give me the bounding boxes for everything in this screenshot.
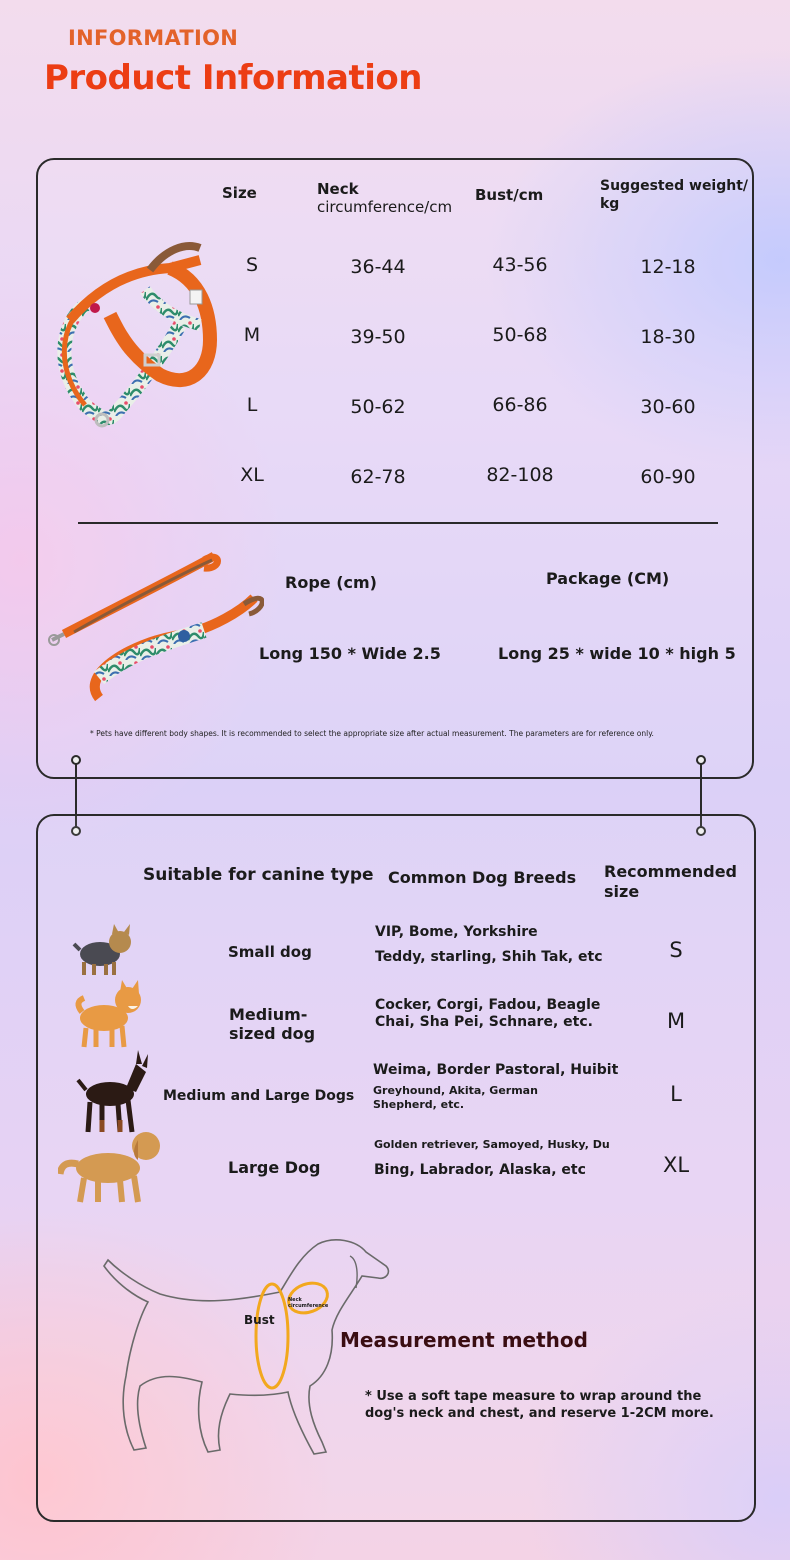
- package-value: Long 25 * wide 10 * high 5: [498, 644, 736, 663]
- disclaimer-note: * Pets have different body shapes. It is recommended to select the appropriate size after actual measurement. The parameters are for reference only.: [90, 729, 654, 738]
- dog-type-label: [229, 1005, 315, 1043]
- bust-cell: 43-56: [492, 254, 548, 276]
- recommended-size: S: [669, 938, 683, 962]
- breed-text-line: Bing, Labrador, Alaska, etc: [374, 1162, 586, 1178]
- col-header-neck-line2: circumference/cm: [317, 198, 453, 216]
- neck-cell: 39-50: [350, 326, 406, 348]
- neck-cell: 36-44: [350, 256, 406, 278]
- bust-cell: 50-68: [492, 324, 548, 346]
- col-header-neck-line1: Neck: [317, 180, 359, 198]
- section-label: INFORMATION: [68, 26, 239, 50]
- dog-type-line2: sized dog: [229, 1024, 316, 1043]
- dog-type-label: Small dog: [228, 943, 312, 961]
- neck-label: [288, 1297, 328, 1309]
- rope-title: Rope (cm): [285, 573, 377, 592]
- bust-label: Bust: [244, 1313, 275, 1327]
- breed-text-line: Chai, Sha Pei, Schnare, etc.: [375, 1014, 593, 1030]
- col-header-recommended-line1: Recommended: [604, 862, 737, 881]
- neck-label-line2: circumference: [288, 1303, 329, 1309]
- col-header-weight: [600, 177, 748, 213]
- size-cell: XL: [240, 464, 264, 486]
- divider: [78, 522, 718, 524]
- col-header-bust: Bust/cm: [475, 186, 544, 204]
- golden-retriever-image: [58, 1124, 166, 1204]
- weight-cell: 18-30: [640, 326, 696, 348]
- col-header-breeds: Common Dog Breeds: [388, 868, 577, 887]
- measurement-title: Measurement method: [340, 1328, 588, 1352]
- size-cell: S: [245, 254, 259, 276]
- leash-image: [44, 548, 264, 703]
- dog-type-line1: Medium-: [229, 1005, 308, 1024]
- package-title: Package (CM): [546, 569, 670, 588]
- col-header-weight-line1: Suggested weight/: [600, 178, 749, 194]
- connector-ring: [71, 755, 81, 765]
- col-header-recommended-line2: size: [604, 882, 640, 901]
- size-cell: L: [246, 394, 258, 416]
- connector-ring: [696, 755, 706, 765]
- recommended-size: XL: [662, 1153, 690, 1177]
- doberman-dog-image: [74, 1050, 156, 1134]
- neck-cell: 62-78: [350, 466, 406, 488]
- dog-type-label: Medium and Large Dogs: [163, 1088, 355, 1104]
- col-header-canine-type: Suitable for canine type: [143, 865, 374, 885]
- breed-text-line: Shepherd, etc.: [373, 1098, 465, 1111]
- neck-cell: 50-62: [350, 396, 406, 418]
- col-header-neck: [317, 180, 452, 216]
- breed-text-line: VIP, Bome, Yorkshire: [375, 924, 538, 940]
- recommended-size: L: [670, 1082, 682, 1106]
- weight-cell: 30-60: [640, 396, 696, 418]
- bust-cell: 66-86: [492, 394, 548, 416]
- rope-value: Long 150 * Wide 2.5: [259, 644, 441, 663]
- measurement-text-line2: dog's neck and chest, and reserve 1-2CM more.: [365, 1406, 714, 1421]
- breed-text-line: Greyhound, Akita, German: [373, 1084, 538, 1097]
- col-header-weight-line2: kg: [600, 196, 620, 212]
- bust-cell: 82-108: [486, 464, 554, 486]
- col-header-recommended-size: [604, 862, 737, 902]
- col-header-size: Size: [222, 184, 257, 202]
- weight-cell: 60-90: [640, 466, 696, 488]
- weight-cell: 12-18: [640, 256, 696, 278]
- measurement-text-line1: * Use a soft tape measure to wrap around the: [365, 1389, 702, 1404]
- breed-text-line: Cocker, Corgi, Fadou, Beagle: [375, 997, 601, 1013]
- neck-label-line1: Neck: [288, 1297, 302, 1303]
- breed-text-line: Teddy, starling, Shih Tak, etc: [375, 949, 603, 965]
- size-cell: M: [243, 324, 261, 346]
- shiba-dog-image: [72, 980, 150, 1050]
- breed-text-line: Weima, Border Pastoral, Huibit: [373, 1062, 619, 1078]
- measurement-text: [365, 1388, 714, 1422]
- dog-type-label: Large Dog: [228, 1158, 321, 1177]
- recommended-size: M: [666, 1009, 686, 1033]
- yorkshire-dog-image: [72, 922, 140, 978]
- page-title: Product Information: [44, 58, 422, 98]
- breed-text-line: Golden retriever, Samoyed, Husky, Du: [374, 1138, 610, 1151]
